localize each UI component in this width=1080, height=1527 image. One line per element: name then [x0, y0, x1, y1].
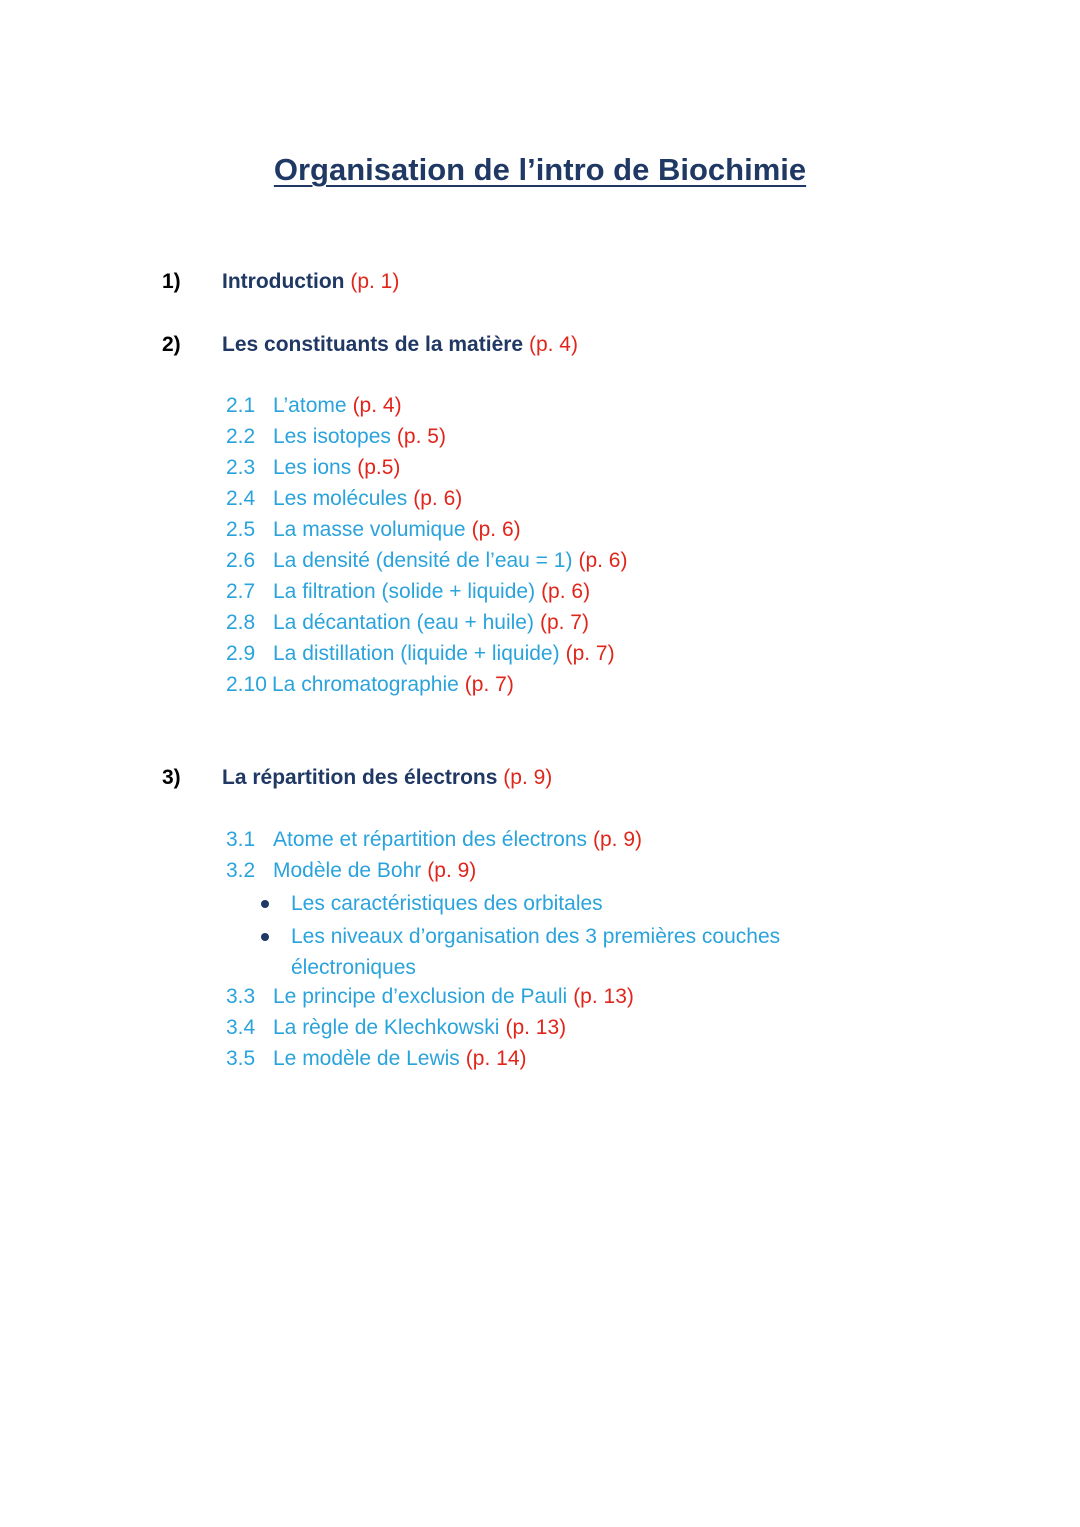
- section-title: [222, 270, 399, 294]
- bullet-icon: [261, 900, 269, 908]
- subsection-title: Atome et répartition des électrons: [273, 828, 587, 851]
- subsection-2-7: [226, 577, 590, 607]
- subsection-title: La décantation (eau + huile): [273, 611, 534, 634]
- subsection-number: 3.1: [226, 828, 256, 851]
- page-ref: (p. 7): [464, 673, 514, 696]
- subsection-2-9: [226, 639, 615, 669]
- subsection-title: Le principe d’exclusion de Pauli: [273, 985, 568, 1008]
- subsection-number: 2.7: [226, 580, 256, 603]
- bullet-text: Les niveaux d’organisation des 3 premières couches électroniques: [291, 925, 781, 979]
- page-ref: (p. 7): [539, 611, 589, 634]
- subsection-number: 2.1: [226, 394, 256, 417]
- subsection-title: L’atome: [273, 394, 347, 417]
- page-ref: (p. 6): [541, 580, 591, 603]
- subsection-2-3: [226, 453, 400, 483]
- page-ref: (p. 4): [352, 394, 402, 417]
- page-ref: (p. 6): [413, 487, 463, 510]
- subsection-number: 3.3: [226, 985, 256, 1008]
- subsection-number: 3.4: [226, 1016, 256, 1039]
- section-title: [222, 766, 552, 790]
- subsection-2-2: [226, 422, 446, 452]
- subsection-3-4: [226, 1013, 566, 1043]
- page-ref: (p. 9): [427, 859, 477, 882]
- section-title-text: Les constituants de la matière: [222, 333, 524, 356]
- page-ref: (p. 13): [505, 1016, 567, 1039]
- page-ref: (p. 6): [578, 549, 628, 572]
- page-ref: (p.5): [357, 456, 401, 479]
- subsection-2-5: [226, 515, 521, 545]
- page-ref: (p. 7): [565, 642, 615, 665]
- subsection-2-1: [226, 391, 402, 421]
- subsection-title: La distillation (liquide + liquide): [273, 642, 560, 665]
- subsection-3-3: [226, 982, 634, 1012]
- document-title: [0, 152, 1080, 188]
- subsection-number: 2.3: [226, 456, 256, 479]
- subsection-number: 2.10: [226, 673, 267, 696]
- subsection-title: La règle de Klechkowski: [273, 1016, 500, 1039]
- section-title-text: Introduction: [222, 270, 345, 293]
- section-number: 3): [162, 766, 181, 789]
- section-number: 2): [162, 333, 181, 356]
- page-ref: (p. 13): [573, 985, 634, 1008]
- section-2: [162, 329, 578, 361]
- bullet-item: [256, 888, 851, 919]
- subsection-2-10: [226, 670, 514, 700]
- page-ref: (p. 6): [471, 518, 521, 541]
- subsection-2-4: [226, 484, 462, 514]
- subsection-2-6: [226, 546, 627, 576]
- bullet-item: [256, 921, 851, 983]
- page-ref: (p. 9): [593, 828, 643, 851]
- subsection-title: Les ions: [273, 456, 352, 479]
- subsection-number: 3.5: [226, 1047, 256, 1070]
- page-ref: (p. 1): [350, 270, 400, 293]
- subsection-number: 3.2: [226, 859, 256, 882]
- section-number: 1): [162, 270, 181, 293]
- subsection-title: Les molécules: [273, 487, 408, 510]
- page-ref: (p. 14): [465, 1047, 527, 1070]
- bullet-text: Les caractéristiques des orbitales: [291, 892, 603, 915]
- subsection-number: 2.2: [226, 425, 256, 448]
- section-1: [162, 266, 399, 298]
- section-title-text: La répartition des électrons: [222, 766, 498, 789]
- subsection-title: La chromatographie: [272, 673, 459, 696]
- subsection-2-8: [226, 608, 589, 638]
- subsection-title: La masse volumique: [273, 518, 466, 541]
- page-ref: (p. 9): [503, 766, 553, 789]
- subsection-3-1: [226, 825, 642, 855]
- subsection-3-5: [226, 1044, 527, 1074]
- subsection-3-2: [226, 856, 476, 886]
- subsection-title: La densité (densité de l’eau = 1): [273, 549, 573, 572]
- document-title-text: Organisation de l’intro de Biochimie: [273, 152, 807, 187]
- page-ref: (p. 4): [528, 333, 578, 356]
- page-ref: (p. 5): [396, 425, 446, 448]
- subsection-title: Modèle de Bohr: [273, 859, 422, 882]
- subsection-title: Le modèle de Lewis: [273, 1047, 460, 1070]
- bullet-icon: [261, 933, 269, 941]
- subsection-number: 2.5: [226, 518, 256, 541]
- subsection-number: 2.9: [226, 642, 256, 665]
- section-title: [222, 333, 578, 357]
- subsection-number: 2.4: [226, 487, 256, 510]
- section-3: [162, 762, 552, 794]
- subsection-title: La filtration (solide + liquide): [273, 580, 536, 603]
- subsection-number: 2.6: [226, 549, 256, 572]
- subsection-number: 2.8: [226, 611, 256, 634]
- subsection-title: Les isotopes: [273, 425, 391, 448]
